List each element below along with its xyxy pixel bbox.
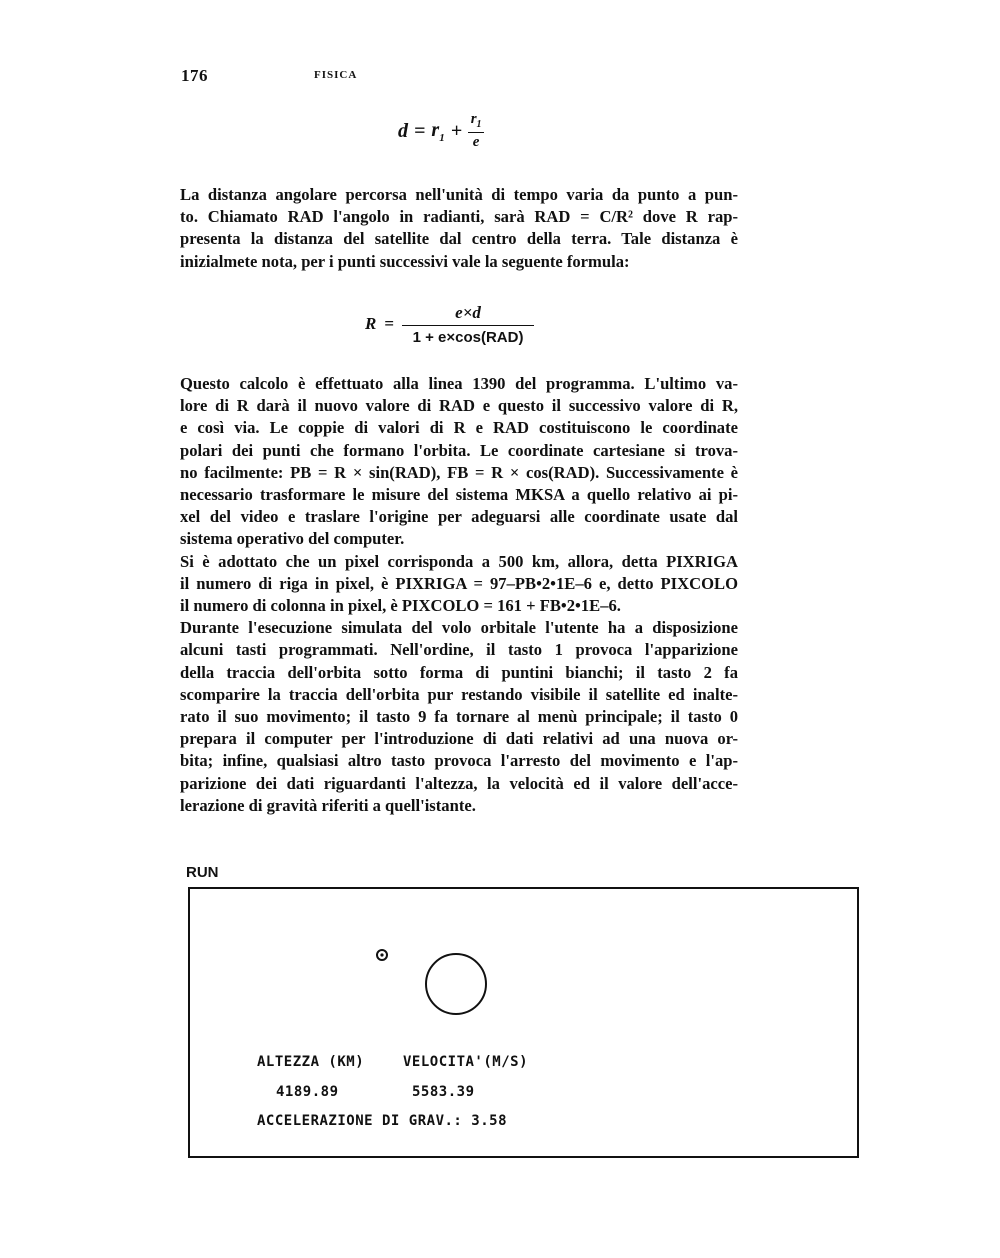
text-line: Si è adottato che un pixel corrisponda a 500 km, allora, detta PIXRIGA bbox=[180, 551, 738, 571]
run-label: RUN bbox=[186, 864, 219, 881]
page-header bbox=[181, 66, 358, 86]
text-line: bita; infine, qualsiasi altro tasto provoca l'arresto del movimento e l'ap- bbox=[180, 751, 738, 771]
velocity-value: 5583.39 bbox=[412, 1084, 475, 1100]
formula-radius bbox=[365, 303, 534, 346]
formula-lhs: R bbox=[365, 314, 377, 334]
page-number: 176 bbox=[181, 66, 208, 85]
formula-fraction bbox=[468, 112, 484, 150]
text-line: La distanza angolare percorsa nell'unità di tempo varia da punto a pun- bbox=[180, 185, 738, 204]
text-line: parizione dei dati riguardanti l'altezza, la velocità ed il valore dell'acce- bbox=[180, 773, 738, 793]
text-line: no facilmente: PB = R × sin(RAD), FB = R × cos(RAD). Successivamente è bbox=[180, 462, 738, 482]
velocity-label: VELOCITA'(M/S) bbox=[403, 1054, 529, 1070]
paragraph-program-description bbox=[180, 373, 738, 817]
text-line: polari dei punti che formano l'orbita. Le coordinate cartesiane si trova- bbox=[180, 440, 738, 460]
text-line: to. Chiamato RAD l'angolo in radianti, sarà RAD = C/R² dove R rap- bbox=[180, 207, 738, 227]
formula-r1: $r_1$ bbox=[431, 118, 445, 144]
satellite-icon bbox=[377, 950, 387, 960]
text-line: Questo calcolo è effettuato alla linea 1390 del programma. L'ultimo va- bbox=[180, 374, 738, 393]
altitude-label: ALTEZZA (KM) bbox=[257, 1054, 365, 1070]
text-line: necessario trasformare le misure del sistema MKSA a quello relativo ai pi- bbox=[180, 485, 738, 505]
text-line: Durante l'esecuzione simulata del volo orbitale l'utente ha a disposizione bbox=[180, 618, 738, 638]
text-line: sistema operativo del computer. bbox=[180, 529, 405, 549]
formula-distance bbox=[398, 112, 484, 150]
text-line: lore di R darà il nuovo valore di RAD e questo il successivo valore di R, bbox=[180, 396, 738, 416]
formula-equals: = bbox=[384, 314, 395, 334]
text-line: rato il suo movimento; il tasto 9 fa tornare al menù principale; il tasto 0 bbox=[180, 707, 738, 727]
text-line: prepara il computer per l'introduzione di dati relativi ad una nuova or- bbox=[180, 729, 738, 749]
text-line: xel del video e traslare l'origine per adeguarsi alle coordinate usate dal bbox=[180, 507, 738, 527]
paragraph-angular-distance bbox=[180, 184, 738, 273]
formula-lhs: d bbox=[398, 119, 408, 142]
acceleration-readout: ACCELERAZIONE DI GRAV.: 3.58 bbox=[257, 1113, 508, 1129]
text-line: scomparire la traccia dell'orbita pur restando visibile il satellite ed inalte- bbox=[180, 684, 738, 704]
fraction-numerator: e×d bbox=[455, 303, 481, 322]
text-line: presenta la distanza del satellite dal centro della terra. Tale distanza è bbox=[180, 229, 738, 249]
text-line: il numero di riga in pixel, è PIXRIGA = 97–PB•2•1E–6 e, detto PIXCOLO bbox=[180, 573, 738, 593]
text-line: il numero di colonna in pixel, è PIXCOLO = 161 + FB•2•1E–6. bbox=[180, 596, 621, 616]
formula-equals: = bbox=[414, 119, 426, 142]
text-line: alcuni tasti programmati. Nell'ordine, il tasto 1 provoca l'apparizione bbox=[180, 640, 738, 660]
text-line: inizialmete nota, per i punti successivi vale la seguente formula: bbox=[180, 251, 630, 271]
fraction-numerator: $r_1$ bbox=[470, 111, 482, 130]
text-line: e così via. Le coppie di valori di R e RAD costituiscono le coordinate bbox=[180, 418, 738, 438]
formula-plus: + bbox=[450, 119, 463, 142]
computer-screen bbox=[188, 887, 859, 1158]
fraction-denominator: 1 + e×cos(RAD) bbox=[412, 328, 524, 346]
formula-fraction bbox=[402, 303, 534, 346]
running-head: FISICA bbox=[314, 69, 358, 81]
text-line: lerazione di gravità riferiti a quell'istante. bbox=[180, 795, 476, 815]
earth-icon bbox=[426, 954, 486, 1014]
text-line: della traccia dell'orbita sotto forma di puntini bianchi; il tasto 2 fa bbox=[180, 662, 738, 682]
altitude-value: 4189.89 bbox=[276, 1084, 339, 1100]
fraction-denominator: e bbox=[472, 134, 480, 150]
